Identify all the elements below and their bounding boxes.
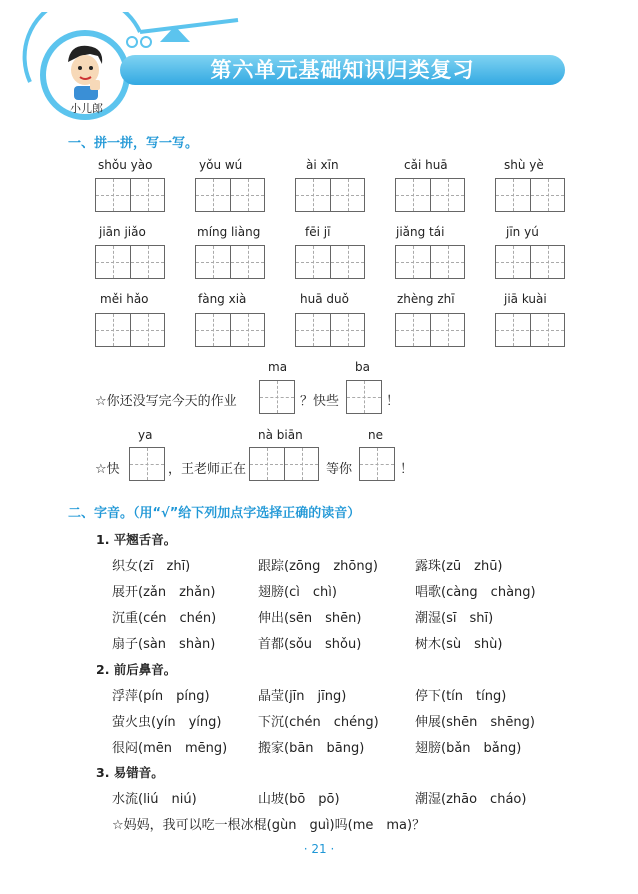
- pinyin-label: měi hǎo: [100, 292, 149, 306]
- pronunciation-item[interactable]: 树木(sù shù): [415, 637, 503, 652]
- writing-grid[interactable]: [195, 178, 265, 212]
- sentence-text: 等你: [326, 462, 353, 477]
- writing-grid[interactable]: [295, 313, 365, 347]
- pronunciation-item[interactable]: 伸出(sēn shēn): [258, 611, 362, 626]
- writing-grid[interactable]: [95, 313, 165, 347]
- writing-cell[interactable]: [129, 447, 165, 481]
- boy-mascot-icon: [60, 42, 110, 100]
- pinyin-label: ài xīn: [306, 158, 339, 172]
- group-title: 1. 平翘舌音。: [96, 532, 177, 547]
- section2-title: 二、字音。（用“√”给下列加点字选择正确的读音）: [68, 506, 361, 521]
- writing-grid[interactable]: [95, 178, 165, 212]
- writing-grid[interactable]: [395, 178, 465, 212]
- writing-cell[interactable]: [346, 380, 382, 414]
- pronunciation-item[interactable]: 织女(zī zhī): [112, 559, 191, 574]
- pronunciation-item[interactable]: 潮湿(sī shī): [415, 611, 494, 626]
- pinyin-label: shǒu yào: [98, 158, 153, 172]
- pronunciation-item[interactable]: 很闷(mēn mēng): [112, 741, 228, 756]
- pronunciation-item[interactable]: 萤火虫(yín yíng): [112, 715, 222, 730]
- pinyin-label: fàng xià: [198, 292, 247, 306]
- pronunciation-item[interactable]: 露珠(zū zhū): [415, 559, 503, 574]
- group-title: 3. 易错音。: [96, 765, 164, 780]
- pinyin-label: jīn yú: [506, 225, 539, 239]
- pronunciation-item[interactable]: 沉重(cén chén): [112, 611, 217, 626]
- pronunciation-item[interactable]: 潮湿(zhāo cháo): [415, 792, 527, 807]
- pinyin-label: jiā kuài: [504, 292, 547, 306]
- pronunciation-item[interactable]: 首都(sǒu shǒu): [258, 637, 362, 652]
- pinyin-label: fēi jī: [305, 225, 331, 239]
- pinyin-label: ne: [368, 428, 383, 442]
- pronunciation-item[interactable]: 水流(liú niú): [112, 792, 197, 807]
- pinyin-label: yǒu wú: [199, 158, 243, 172]
- writing-grid[interactable]: [495, 245, 565, 279]
- pinyin-label: cǎi huā: [404, 158, 448, 172]
- pinyin-label: nà biān: [258, 428, 303, 442]
- pinyin-label: huā duǒ: [300, 292, 349, 306]
- sentence-text: ，王老师正在: [168, 462, 247, 477]
- page-number: · 21 ·: [303, 842, 335, 856]
- pronunciation-item[interactable]: 搬家(bān bāng): [258, 741, 365, 756]
- section1-title: 一、拼一拼，写一写。: [68, 136, 199, 151]
- pinyin-label: zhèng zhī: [397, 292, 455, 306]
- pronunciation-item[interactable]: 山坡(bō pō): [258, 792, 340, 807]
- writing-grid[interactable]: [495, 178, 565, 212]
- writing-cell[interactable]: [359, 447, 395, 481]
- pinyin-label: ba: [355, 360, 370, 374]
- writing-grid[interactable]: [195, 245, 265, 279]
- pronunciation-item[interactable]: 停下(tín tíng): [415, 689, 507, 704]
- sentence-text: ！: [400, 462, 414, 477]
- pronunciation-item[interactable]: 伸展(shēn shēng): [415, 715, 535, 730]
- pinyin-label: jiǎng tái: [396, 225, 445, 239]
- mascot-label: 小儿郎: [70, 102, 103, 115]
- sentence-text: ☆快: [95, 462, 120, 477]
- writing-grid[interactable]: [295, 178, 365, 212]
- pronunciation-item[interactable]: 翅膀(bǎn bǎng): [415, 741, 522, 756]
- writing-grid[interactable]: [249, 447, 319, 481]
- pinyin-label: shù yè: [504, 158, 544, 172]
- pronunciation-item[interactable]: 扇子(sàn shàn): [112, 637, 216, 652]
- writing-grid[interactable]: [395, 245, 465, 279]
- pronunciation-item[interactable]: 晶莹(jīn jīng): [258, 689, 347, 704]
- writing-cell[interactable]: [259, 380, 295, 414]
- writing-grid[interactable]: [195, 313, 265, 347]
- pronunciation-item[interactable]: 唱歌(càng chàng): [415, 585, 536, 600]
- sentence-text: ！: [386, 394, 400, 409]
- pinyin-label: míng liàng: [197, 225, 261, 239]
- pronunciation-item[interactable]: 展开(zǎn zhǎn): [112, 585, 216, 600]
- pronunciation-item[interactable]: 下沉(chén chéng): [258, 715, 379, 730]
- writing-grid[interactable]: [495, 313, 565, 347]
- page-title: 第六单元基础知识归类复习: [210, 58, 475, 82]
- writing-grid[interactable]: [395, 313, 465, 347]
- pinyin-label: ma: [268, 360, 288, 374]
- sentence-text: ？快些: [300, 394, 340, 409]
- pronunciation-item[interactable]: 跟踪(zōng zhōng): [258, 559, 378, 574]
- writing-grid[interactable]: [295, 245, 365, 279]
- pronunciation-sentence[interactable]: ☆妈妈，我可以吃一根冰棍(gùn guì)吗(me ma)？: [112, 818, 426, 833]
- sentence-text: ☆你还没写完今天的作业: [95, 394, 237, 409]
- pinyin-label: ya: [138, 428, 153, 442]
- pronunciation-item[interactable]: 翅膀(cì chì): [258, 585, 337, 600]
- writing-grid[interactable]: [95, 245, 165, 279]
- pronunciation-item[interactable]: 浮萍(pín píng): [112, 689, 210, 704]
- pinyin-label: jiān jiǎo: [99, 225, 146, 239]
- group-title: 2. 前后鼻音。: [96, 662, 177, 677]
